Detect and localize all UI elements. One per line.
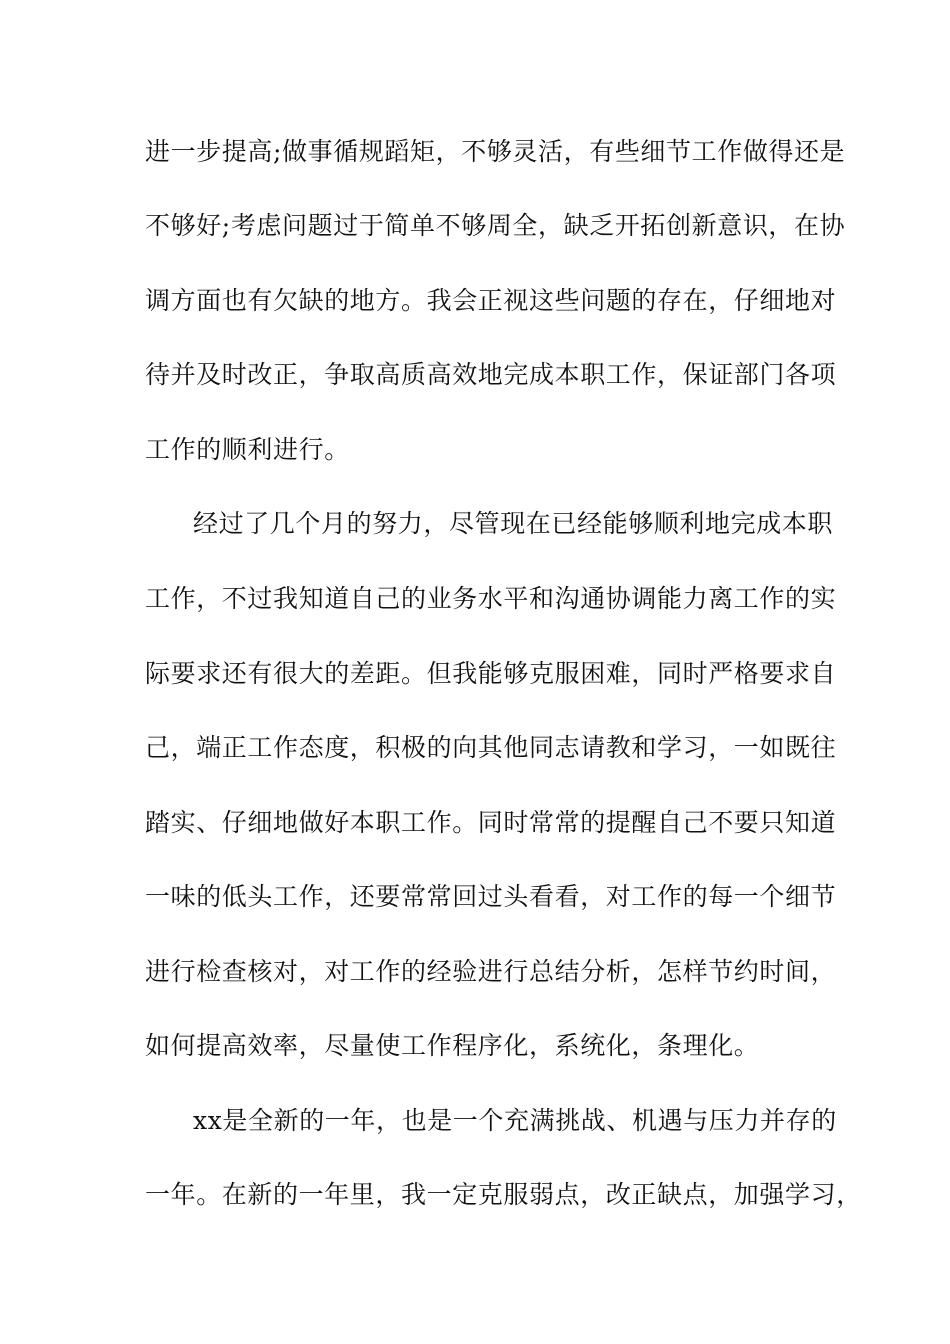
text-line: 己，端正工作态度，积极的向其他同志请教和学习，一如既往 [145,733,837,762]
text-line: 进行检查核对，对工作的经验进行总结分析，怎样节约时间， [145,957,837,986]
text-line: 调方面也有欠缺的地方。我会正视这些问题的存在，仔细地对 [145,286,837,315]
text-line: 进一步提高;做事循规蹈矩，不够灵活，有些细节工作做得还是 [145,137,846,166]
text-line: 工作的顺利进行。 [145,435,350,464]
text-line: 待并及时改正，争取高质高效地完成本职工作，保证部门各项 [145,360,837,389]
paragraph-start-line: 经过了几个月的努力，尽管现在已经能够顺利地完成本职 [193,509,834,538]
text-line: 不够好;考虑问题过于简单不够周全，缺乏开拓创新意识，在协 [145,211,846,240]
paragraph-start-line: xx是全新的一年，也是一个充满挑战、机遇与压力并存的 [193,1106,837,1135]
text-line: 踏实、仔细地做好本职工作。同时常常的提醒自己不要只知道 [145,808,837,837]
text-line: 一年。在新的一年里，我一定克服弱点，改正缺点，加强学习， [145,1180,862,1209]
text-line: 如何提高效率，尽量使工作程序化，系统化，条理化。 [145,1031,760,1060]
text-line: 际要求还有很大的差距。但我能够克服困难，同时严格要求自 [145,659,837,688]
text-line: 工作，不过我知道自己的业务水平和沟通协调能力离工作的实 [145,584,837,613]
text-line: 一味的低头工作，还要常常回过头看看，对工作的每一个细节 [145,882,837,911]
